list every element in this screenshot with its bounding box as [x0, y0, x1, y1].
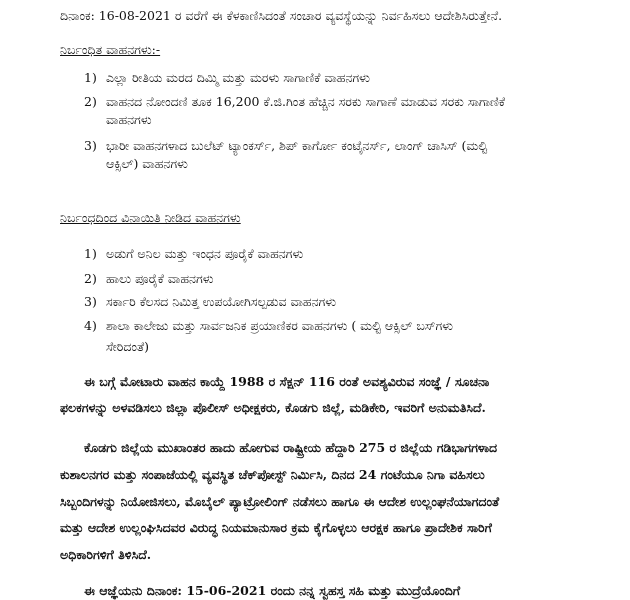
list-text-continued: ಸೇರಿದಂತೆ) [106, 339, 149, 354]
closing-line: ಈ ಆಜ್ಞೆಯನು ದಿನಾಂಕ: 15-06-2021 ರಂದು ನನ್ನ ಸ್ವಹಸ್ತ ಸಹಿ ಮತ್ತು ಮುದ್ರೆಯೊಂದಿಗೆ [84, 583, 461, 598]
list-text: ವಾಹನದ ನೋಂದಣಿ ತೂಕ 16,200 ಕೆ.ಜಿ.ಗಿಂತ ಹೆಚ್ಚಿನ ಸರಕು ಸಾಗಾಣೆ ಮಾಡುವ ಸರಕು ಸಾಗಾಣಿಕೆ [106, 94, 506, 109]
restricted-heading: ನಿರ್ಬಂಧಿತ ವಾಹನಗಳು:- [60, 42, 161, 57]
list-item [84, 318, 453, 334]
list-text: ಅಡುಗೆ ಅನಿಲ ಮತ್ತು ಇಂಧನ ಪೂರೈಕೆ ವಾಹನಗಳು [106, 246, 304, 261]
list-text: ಸರ್ಕಾರಿ ಕೆಲಸದ ನಿಮಿತ್ತ ಉಪಯೋಗಿಸಲ್ಪಡುವ ವಾಹನಗಳು [106, 294, 337, 309]
list-text-continued: ಆಕ್ಸಿಲ್) ವಾಹನಗಳು [106, 156, 188, 171]
list-item [84, 94, 505, 110]
list-number: 3) [84, 294, 97, 309]
paragraph-line: ಫಲಕಗಳನ್ನು ಅಳವಡಿಸಲು ಜಿಲ್ಲಾ ಪೊಲೀಸ್ ಅಧೀಕ್ಷಕರು, ಕೊಡಗು ಜಿಲ್ಲೆ, ಮಡಿಕೇರಿ, ಇವರಿಗೆ ಅನುಮತಿಸಿದೆ. [60, 400, 486, 415]
list-number: 3) [84, 138, 97, 153]
list-item [84, 246, 303, 262]
list-text: ಶಾಲಾ ಕಾಲೇಜು ಮತ್ತು ಸಾರ್ವಜನಿಕ ಪ್ರಯಾಣಿಕರ ವಾಹನಗಳು ( ಮಲ್ಟಿ ಆಕ್ಸಿಲ್ ಬಸ್‌ಗಳು [106, 318, 454, 333]
list-number: 1) [84, 70, 97, 85]
list-text: ಭಾರೀ ವಾಹನಗಳಾದ ಬುಲೆಟ್ ಟ್ಯಾಂಕರ್ಸ್, ಶಿಪ್ ಕಾರ್ಗೋ ಕಂಟೈನರ್ಸ್, ಲಾಂಗ್ ಚಾಸಿಸ್ (ಮಲ್ಟಿ [106, 138, 488, 153]
list-item [84, 271, 213, 287]
paragraph-line: ಕುಶಾಲನಗರ ಮತ್ತು ಸಂಪಾಜೆಯಲ್ಲಿ ವ್ಯವಸ್ಥಿತ ಚೆಕ್‌ಪೋಸ್ಟ್ ನಿರ್ಮಿಸಿ, ದಿನದ 24 ಗಂಟೆಯೂ ನಿಗಾ ವಹಿಸಲು [60, 467, 485, 482]
list-number: 1) [84, 246, 97, 261]
intro-line: ದಿನಾಂಕ: 16-08-2021 ರ ವರೆಗೆ ಈ ಕೆಳಕಾಣಿಸಿದಂತೆ ಸಂಚಾರ ವ್ಯವಸ್ಥೆಯನ್ನು ನಿರ್ವಹಿಸಲು ಆದೇಶಿಸಿರುತ್ತೇನೆ. [60, 8, 503, 23]
list-number: 2) [84, 271, 97, 286]
list-item [84, 138, 487, 154]
list-text-continued: ವಾಹನಗಳು [106, 112, 152, 127]
paragraph-line: ಈ ಬಗ್ಗೆ ಮೋಟಾರು ವಾಹನ ಕಾಯ್ದೆ 1988 ರ ಸೆಕ್ಷನ್ 116 ರಂತೆ ಅವಶ್ಯವಿರುವ ಸಂಜ್ಞೆ / ಸೂಚನಾ [84, 374, 490, 389]
list-item [84, 70, 370, 86]
list-number: 2) [84, 94, 97, 109]
paragraph-line: ಕೊಡಗು ಜಿಲ್ಲೆಯ ಮುಖಾಂತರ ಹಾದು ಹೋಗುವ ರಾಷ್ಟ್ರೀಯ ಹೆದ್ದಾರಿ 275 ರ ಜಿಲ್ಲೆಯ ಗಡಿಭಾಗಗಳಾದ [84, 440, 498, 455]
exempt-heading: ನಿರ್ಬಂಧದಿಂದ ವಿನಾಯಿತಿ ನೀಡಿದ ವಾಹನಗಳು [60, 210, 241, 225]
list-number: 4) [84, 318, 97, 333]
paragraph-line: ಅಧಿಕಾರಿಗಳಿಗೆ ತಿಳಿಸಿದೆ. [60, 547, 152, 562]
list-text: ಹಾಲು ಪೂರೈಕೆ ವಾಹನಗಳು [106, 271, 214, 286]
paragraph-line: ಮತ್ತು ಆದೇಶ ಉಲ್ಲಂಘಿಸಿದವರ ವಿರುದ್ಧ ನಿಯಮಾನುಸಾರ ಕ್ರಮ ಕೈಗೊಳ್ಳಲು ಆರಕ್ಷಕ ಹಾಗೂ ಪ್ರಾದೇಶಿಕ ಸಾರಿಗೆ [60, 520, 492, 535]
paragraph-line: ಸಿಬ್ಬಂದಿಗಳನ್ನು ನಿಯೋಜಿಸಲು, ಮೊಬೈಲ್ ಪ್ಯಾಟ್ರೋಲಿಂಗ್ ನಡೆಸಲು ಹಾಗೂ ಈ ಆದೇಶ ಉಲ್ಲಂಘನೆಯಾಗದಂತೆ [60, 494, 500, 509]
list-text: ಎಲ್ಲಾ ರೀತಿಯ ಮರದ ದಿಮ್ಮಿ ಮತ್ತು ಮರಳು ಸಾಗಾಣಿಕೆ ವಾಹನಗಳು [106, 70, 370, 85]
list-item [84, 294, 336, 310]
